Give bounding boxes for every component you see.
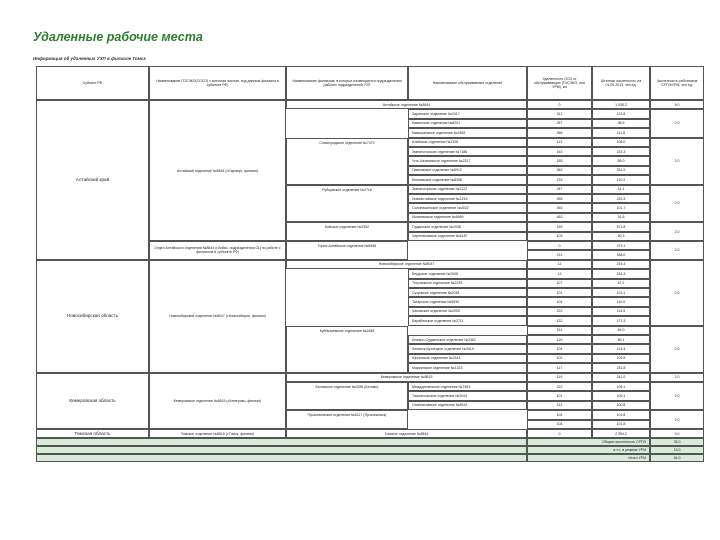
summary-blank bbox=[36, 454, 527, 462]
distance-cell: 185 bbox=[527, 156, 592, 165]
distance-cell: 132 bbox=[527, 316, 592, 325]
branch-cell: Куйбышевское отделение №1845 bbox=[286, 326, 408, 373]
staff-cell: 100.8 bbox=[592, 401, 650, 410]
distance-cell: 102 bbox=[527, 354, 592, 363]
distance-cell: 104 bbox=[527, 410, 592, 419]
unit-cell: Черепановское отделение №6187 bbox=[408, 232, 527, 241]
column-header: Наименование ГОСЭКО(СОСО) с коечным числом, под данным филиала в субъекте РФ) bbox=[149, 66, 286, 100]
unit-cell: Павловское отделение №6913 bbox=[408, 166, 527, 175]
distance-cell: 0 bbox=[527, 429, 592, 438]
distance-cell: 222 bbox=[527, 307, 592, 316]
staff-cell: 109.1 bbox=[592, 391, 650, 400]
column-header: Субъект РФ bbox=[36, 66, 149, 100]
summary-value: 13.0 bbox=[650, 446, 704, 454]
workers-cell: 2.0 bbox=[650, 241, 704, 260]
staff-cell: 273.1 bbox=[592, 241, 650, 250]
distance-cell: 120 bbox=[527, 335, 592, 344]
unit-cell: Змеиногорское отделение №7186 bbox=[408, 147, 527, 156]
region-cell: Новосибирская область bbox=[36, 260, 149, 373]
distance-cell: 212 bbox=[527, 250, 592, 259]
summary-label: Общая численность СРПЭ bbox=[527, 438, 650, 446]
unit-cell: Ленинск-Кузнецкое отделение №2619 bbox=[408, 344, 527, 353]
page-subtitle: Информация об удаленных УЗП в филиале Томск bbox=[33, 56, 146, 61]
branch-cell: Новосибирское отделение №8047 bbox=[286, 260, 527, 269]
hub-cell: Кемеровское отделение №8615 (г.Кемерово, филиал) bbox=[149, 373, 286, 429]
branch-cell: Алтайское отделение №8644 bbox=[286, 100, 527, 109]
branch-cell: Томское отделение №8616 bbox=[286, 429, 527, 438]
workers-cell: 2.0 bbox=[650, 222, 704, 241]
distance-cell: 151 bbox=[527, 326, 592, 335]
staff-cell: 108.1 bbox=[592, 382, 650, 391]
distance-cell: 0 bbox=[527, 100, 592, 109]
distance-cell: 366 bbox=[527, 128, 592, 137]
distance-cell: 312 bbox=[527, 109, 592, 118]
staff-cell: 89.1 bbox=[592, 335, 650, 344]
summary-blank bbox=[36, 438, 527, 446]
distance-cell: 113 bbox=[527, 401, 592, 410]
staff-cell: 109.5 bbox=[592, 354, 650, 363]
staff-cell: 1 938.2 bbox=[592, 100, 650, 109]
staff-cell: 571.8 bbox=[592, 222, 650, 231]
distance-cell: 163 bbox=[527, 147, 592, 156]
distance-cell: 0 bbox=[527, 241, 592, 250]
unit-cell: Юргинское отделение №2343 bbox=[408, 354, 527, 363]
staff-cell: 69.0 bbox=[592, 326, 650, 335]
column-header: Наименование филиалов, в которых размещаются подразделения рабочих подразделений УЗП bbox=[286, 66, 408, 100]
branch-cell: Славгородское отделение №7473 bbox=[286, 138, 408, 185]
unit-cell: Каменское отделение №8201 bbox=[408, 119, 527, 128]
staff-cell: 69.3 bbox=[592, 232, 650, 241]
unit-cell: Барабинское отделение №2711 bbox=[408, 316, 527, 325]
summary-value: 33.0 bbox=[650, 438, 704, 446]
staff-cell: 67.1 bbox=[592, 279, 650, 288]
staff-cell: 101.8 bbox=[592, 410, 650, 419]
unit-cell: Ключевское отделение №8268 bbox=[408, 175, 527, 184]
staff-cell: 171.3 bbox=[592, 316, 650, 325]
page-title: Удаленные рабочие места bbox=[33, 30, 203, 44]
staff-cell: 214.3 bbox=[592, 269, 650, 278]
distance-cell: 257 bbox=[527, 119, 592, 128]
staff-cell: 89.0 bbox=[592, 156, 650, 165]
unit-cell: Татарское отделение №5930 bbox=[408, 297, 527, 306]
distance-cell: 133 bbox=[527, 175, 592, 184]
branch-cell: Горно-Алтайское отделение №8558 bbox=[286, 241, 408, 260]
distance-cell: 285 bbox=[527, 194, 592, 203]
hub-cell: Алтайский отделение №8644 (г.Барнаул, филиал) bbox=[149, 100, 286, 241]
staff-cell: 331.9 bbox=[592, 166, 650, 175]
distance-cell: 119 bbox=[527, 373, 592, 382]
unit-cell: Камышенское отделение №1852 bbox=[408, 128, 527, 137]
column-header: Численность работников СРПЭ/УРМ, чел.ед. bbox=[650, 66, 704, 100]
staff-cell: 110.2 bbox=[592, 175, 650, 184]
staff-cell: 101.8 bbox=[592, 420, 650, 429]
branch-cell: Прокопьевское отделение №6117 (Прокопьевск) bbox=[286, 410, 408, 429]
hub-cell: Томское отделение №8616 (г.Томск, филиал) bbox=[149, 429, 286, 438]
column-header: Наименование обслуживаемых отделений bbox=[408, 66, 527, 100]
staff-cell: 231.8 bbox=[592, 363, 650, 372]
staff-cell: 91.8 bbox=[592, 213, 650, 222]
unit-cell: Алейское отделение №2328 bbox=[408, 138, 527, 147]
distance-cell: 362 bbox=[527, 166, 592, 175]
staff-cell: 241.0 bbox=[592, 373, 650, 382]
unit-cell: Заринское отделение №2417 bbox=[408, 109, 527, 118]
hub-cell: Новосибирский отделение №8047 (г.Новосибирск, филиал) bbox=[149, 260, 286, 373]
distance-cell: 101 bbox=[527, 391, 592, 400]
summary-blank bbox=[36, 446, 527, 454]
staff-cell: 101.7 bbox=[592, 203, 650, 212]
workers-cell: 2.0 bbox=[650, 373, 704, 382]
staff-cell: 338.0 bbox=[592, 250, 650, 259]
staff-cell: 224.4 bbox=[592, 260, 650, 269]
staff-cell: 233.3 bbox=[592, 194, 650, 203]
unit-cell: Ордынское отделение №2038 bbox=[408, 222, 527, 231]
unit-cell: Солонешенское отделение №4022 bbox=[408, 203, 527, 212]
staff-cell: 108.0 bbox=[592, 138, 650, 147]
unit-cell: Искитимское отделение №6669 bbox=[408, 213, 527, 222]
distance-cell: 159 bbox=[527, 222, 592, 231]
distance-cell: 104 bbox=[527, 297, 592, 306]
workers-cell: 2.0 bbox=[650, 326, 704, 373]
branch-cell: Рубцовское отделение №2716 bbox=[286, 185, 408, 223]
distance-cell: 12 bbox=[527, 260, 592, 269]
workers-cell: 2.0 bbox=[650, 260, 704, 326]
distance-cell: 103 bbox=[527, 232, 592, 241]
staff-cell: 98.5 bbox=[592, 119, 650, 128]
unit-cell: Таштагольское отделение №2044 bbox=[408, 391, 527, 400]
unit-cell: Новоалтайское отделение №2215 bbox=[408, 194, 527, 203]
workers-cell: 2.0 bbox=[650, 410, 704, 429]
staff-cell: 2 354.2 bbox=[592, 429, 650, 438]
unit-cell: Сузунское отделение №2038 bbox=[408, 288, 527, 297]
region-cell: Томская область bbox=[36, 429, 149, 438]
summary-value: 46.0 bbox=[650, 454, 704, 462]
column-header: Штатная численность на 01.09.2013, чел.ед. bbox=[592, 66, 650, 100]
workers-cell: 2.0 bbox=[650, 138, 704, 185]
hub-cell: Отдел Алтайского отделения №8644 (г.Бийск, подразделения ОЦ по работе с филиалом в субъекте РФ) bbox=[149, 241, 286, 260]
staff-cell: 114.5 bbox=[592, 307, 650, 316]
branch-cell: Бийское отделение №0352 bbox=[286, 222, 408, 241]
staff-cell: 14.1 bbox=[592, 185, 650, 194]
unit-cell: Мариинское отделение №1223 bbox=[408, 363, 527, 372]
distance-cell: 101 bbox=[527, 288, 592, 297]
staff-cell: 110.0 bbox=[592, 297, 650, 306]
region-cell: Алтайский край bbox=[36, 100, 149, 260]
workers-cell: 2.0 bbox=[650, 185, 704, 223]
unit-cell: Анжеро-Судженское отделение №2362 bbox=[408, 335, 527, 344]
region-cell: Кемеровская область bbox=[36, 373, 149, 429]
staff-cell: 123.1 bbox=[592, 288, 650, 297]
summary-label: в т.ч. в режиме УРМ bbox=[527, 446, 650, 454]
unit-cell: Тогучинское отделение №2239 bbox=[408, 279, 527, 288]
unit-cell: Чановское отделение №2005 bbox=[408, 307, 527, 316]
unit-cell: Осинниковское отделение №6519 bbox=[408, 401, 527, 410]
distance-cell: 12 bbox=[527, 269, 592, 278]
branch-cell: Беловское отделение №0285 (Белово) bbox=[286, 382, 408, 410]
staff-cell: 124.4 bbox=[592, 344, 650, 353]
column-header: Удаленность ОСО от обслуживающих (ГОСЭКО, или УРМ), км bbox=[527, 66, 592, 100]
staff-cell: 111.8 bbox=[592, 128, 650, 137]
distance-cell: 463 bbox=[527, 213, 592, 222]
workers-cell: 6.0 bbox=[650, 100, 704, 109]
unit-cell: Междуреченское отделение №7383 bbox=[408, 382, 527, 391]
branch-cell: Кемеровское отделение №8615 bbox=[286, 373, 527, 382]
distance-cell: 113 bbox=[527, 138, 592, 147]
workers-cell: 2.0 bbox=[650, 109, 704, 137]
staff-cell: 224.3 bbox=[592, 147, 650, 156]
distance-cell: 117 bbox=[527, 363, 592, 372]
summary-label: Итого УРМ bbox=[527, 454, 650, 462]
unit-cell: Бердское отделение №2008 bbox=[408, 269, 527, 278]
distance-cell: 222 bbox=[527, 382, 592, 391]
distance-cell: 104 bbox=[527, 420, 592, 429]
unit-cell: Змеиногорское отделение №2122 bbox=[408, 185, 527, 194]
distance-cell: 247 bbox=[527, 185, 592, 194]
workers-cell: 2.0 bbox=[650, 382, 704, 410]
distance-cell: 392 bbox=[527, 203, 592, 212]
workers-cell: 3.0 bbox=[650, 429, 704, 438]
staff-cell: 122.8 bbox=[592, 109, 650, 118]
unit-cell: Усть-Калманское отделение №2317 bbox=[408, 156, 527, 165]
distance-cell: 107 bbox=[527, 279, 592, 288]
distance-cell: 104 bbox=[527, 344, 592, 353]
